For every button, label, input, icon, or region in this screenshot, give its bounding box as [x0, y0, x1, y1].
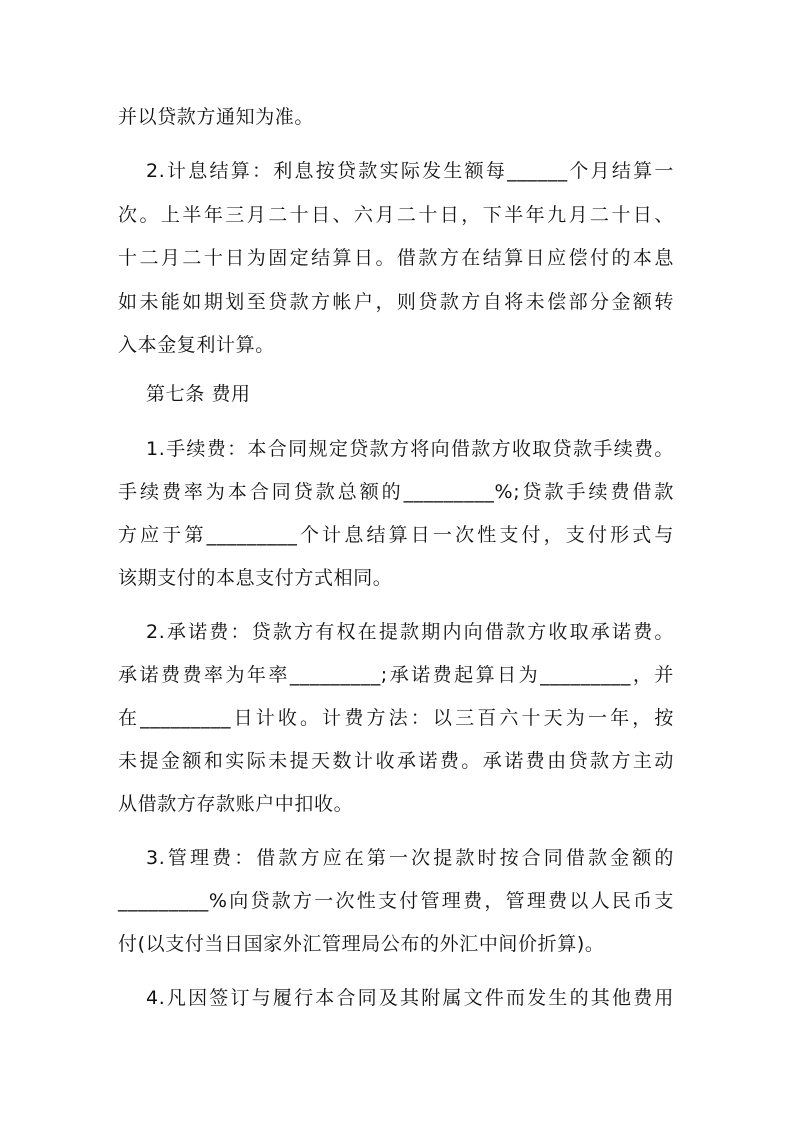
paragraph-line: 十二月二十日为固定结算日。借款方在结算日应偿付的本息 — [118, 247, 674, 269]
paragraph-line: 承诺费费率为年率_________;承诺费起算日为_________，并 — [118, 664, 674, 686]
section-heading: 第七条 费用 — [146, 383, 251, 405]
paragraph-line: 方应于第_________个计息结算日一次性支付，支付形式与 — [118, 524, 674, 546]
paragraph-line: _________%向贷款方一次性支付管理费，管理费以人民币支 — [118, 890, 674, 912]
paragraph-line: 4.凡因签订与履行本合同及其附属文件而发生的其他费用 — [146, 987, 674, 1009]
paragraph-line: 未提金额和实际未提天数计收承诺费。承诺费由贷款方主动 — [118, 750, 674, 772]
paragraph-line: 并以贷款方通知为准。 — [118, 106, 315, 128]
paragraph-line: 手续费率为本合同贷款总额的_________%;贷款手续费借款 — [118, 481, 674, 503]
paragraph-line: 入本金复利计算。 — [118, 334, 275, 356]
paragraph-line: 2.承诺费：贷款方有权在提款期内向借款方收取承诺费。 — [146, 621, 674, 643]
paragraph-line: 3.管理费：借款方应在第一次提款时按合同借款金额的 — [146, 847, 674, 869]
paragraph-line: 该期支付的本息支付方式相同。 — [118, 567, 393, 589]
paragraph-line: 从借款方存款账户中扣收。 — [118, 793, 354, 815]
paragraph-line: 如未能如期划至贷款方帐户，则贷款方自将未偿部分金额转 — [118, 291, 674, 313]
paragraph-line: 1.手续费：本合同规定贷款方将向借款方收取贷款手续费。 — [146, 438, 674, 460]
paragraph-line: 付(以支付当日国家外汇管理局公布的外汇中间价折算)。 — [118, 933, 605, 955]
paragraph-line: 在_________日计收。计费方法：以三百六十天为一年，按 — [118, 707, 674, 729]
paragraph-line: 2.计息结算：利息按贷款实际发生额每______个月结算一 — [146, 160, 674, 182]
paragraph-line: 次。上半年三月二十日、六月二十日，下半年九月二十日、 — [118, 204, 674, 226]
